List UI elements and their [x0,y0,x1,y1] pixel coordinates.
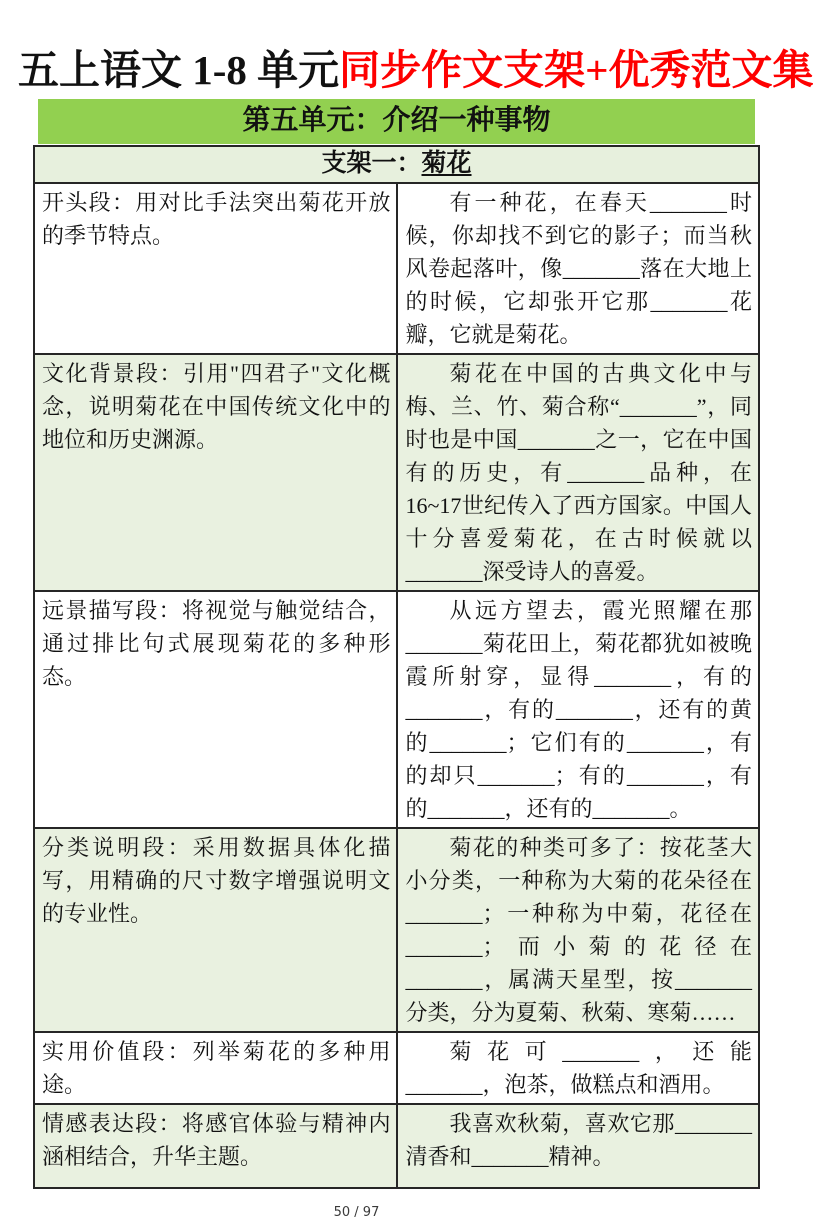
row-content-text: 菊花可_______，还能_______，泡茶，做糕点和酒用。 [405,1039,752,1098]
table-title [34,146,759,183]
row-content-text: 从远方望去，霞光照耀在那_______菊花田上，菊花都犹如被晚霞所射穿，显得_______，有的_______，有的_______，还有的黄的_______；它们有的_______，有的却只_______；有的_______，有的_______，还有的_______。 [405,598,752,822]
scaffold-table-wrap [33,145,760,1189]
table-header-row [34,146,759,183]
scaffold-table [33,145,760,1189]
table-row [34,828,759,1032]
row-content [397,591,760,828]
table-title-subject: 菊花 [421,150,472,178]
row-content-text: 菊花的种类可多了：按花茎大小分类，一种称为大菊的花朵径在_______；一种称为中菊，花径在_______；而小菊的花径在_______，属满天星型，按_______分类，分为夏菊、秋菊、寒菊…… [405,835,752,1026]
row-label: 分类说明段：采用数据具体化描写，用精确的尺寸数字增强说明文的专业性。 [34,828,397,1032]
row-label: 情感表达段：将感官体验与精神内涵相结合，升华主题。 [34,1104,397,1188]
page-title-red: 同步作文支架+优秀范文集 [339,47,814,93]
table-row [34,354,759,591]
row-label: 开头段：用对比手法突出菊花开放的季节特点。 [34,183,397,354]
page-number: 50 / 97 [333,1205,380,1220]
table-row [34,591,759,828]
row-content-text: 菊花在中国的古典文化中与梅、兰、竹、菊合称“_______”，同时也是中国_______之一，它在中国有的历史，有_______品种，在16~17世纪传入了西方国家。中国人十分喜爱菊花，在古时候就以_______深受诗人的喜爱。 [405,361,752,585]
table-row [34,1032,759,1104]
row-content [397,828,760,1032]
row-content-text: 有一种花，在春天_______时候，你却找不到它的影子；而当秋风卷起落叶，像_______落在大地上的时候，它却张开它那_______花瓣，它就是菊花。 [405,190,752,348]
row-content [397,354,760,591]
row-content [397,183,760,354]
row-content-text: 我喜欢秋菊，喜欢它那_______清香和_______精神。 [405,1111,752,1170]
table-row [34,183,759,354]
page-title-black: 五上语文 1-8 单元 [18,47,340,93]
worksheet-page [0,47,814,1220]
table-title-prefix: 支架一： [321,150,422,178]
row-label: 远景描写段：将视觉与触觉结合，通过排比句式展现菊花的多种形态。 [34,591,397,828]
table-row [34,1104,759,1188]
page-title [18,47,814,93]
row-label: 实用价值段：列举菊花的多种用途。 [34,1032,397,1104]
row-content [397,1104,760,1188]
row-content [397,1032,760,1104]
row-label: 文化背景段：引用"四君子"文化概念，说明菊花在中国传统文化中的地位和历史渊源。 [34,354,397,591]
unit-banner: 第五单元：介绍一种事物 [38,99,755,144]
